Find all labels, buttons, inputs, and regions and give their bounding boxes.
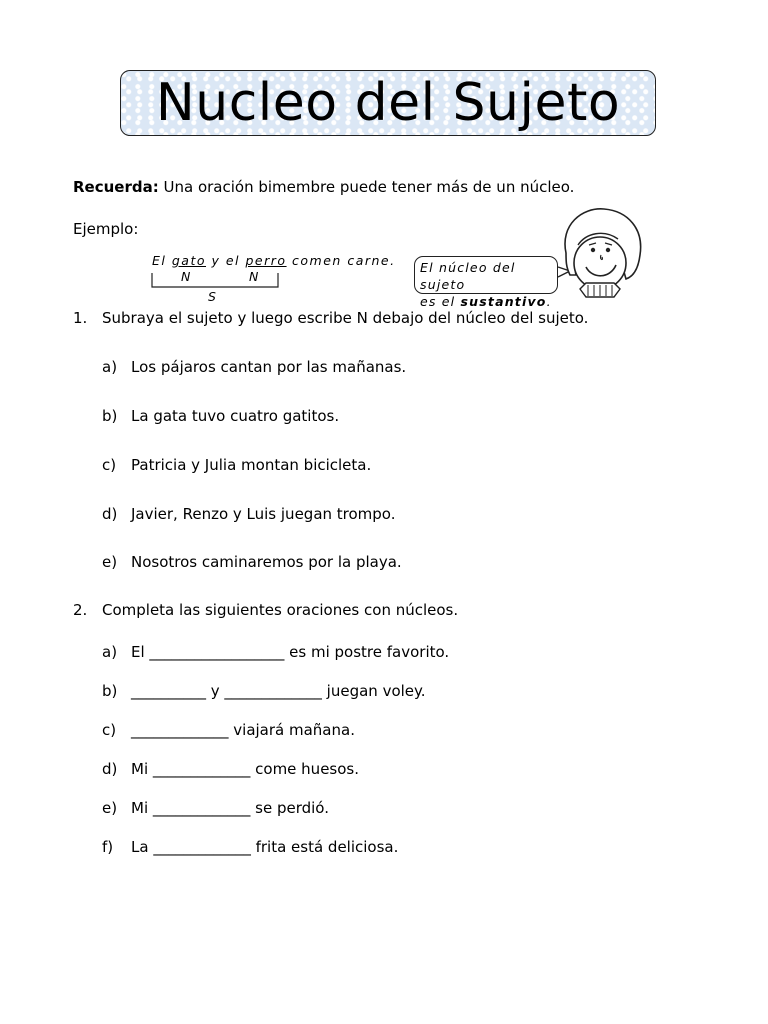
bubble-period: . (546, 294, 552, 309)
cartoon-face-icon (552, 205, 648, 301)
nucleus-mark-2: N (249, 269, 259, 284)
q1-item-text: Javier, Renzo y Luis juegan trompo. (131, 505, 396, 523)
example-noun-2: perro (245, 253, 287, 268)
title-box (120, 70, 656, 136)
bubble-bold-word: sustantivo (460, 294, 547, 309)
q2-item-text: La _____________ frita está deliciosa. (131, 838, 399, 856)
q1-item-text: Nosotros caminaremos por la playa. (131, 553, 402, 571)
q2-item-label: c) (102, 721, 117, 739)
q1-item-label: e) (102, 553, 118, 571)
example-sentence (152, 253, 396, 268)
page-title: Nucleo del Sujeto (155, 73, 621, 133)
q2-number: 2. (73, 601, 88, 619)
q1-item-label: d) (102, 505, 118, 523)
recuerda-label: Recuerda: (73, 178, 159, 196)
bubble-line-2 (420, 293, 557, 310)
ejemplo-label: Ejemplo: (73, 220, 139, 238)
example-text-3: comen carne. (286, 253, 396, 268)
q1-number: 1. (73, 309, 88, 327)
example-noun-1: gato (171, 253, 207, 268)
q2-item-text: Mi _____________ se perdió. (131, 799, 329, 817)
q2-item-label: e) (102, 799, 118, 817)
subject-bracket (150, 270, 282, 292)
q1-item-text: Los pájaros cantan por las mañanas. (131, 358, 407, 376)
nucleus-mark-1: N (181, 269, 191, 284)
example-text-2: y el (206, 253, 246, 268)
speech-bubble (414, 256, 558, 309)
recuerda-text: Una oración bimembre puede tener más de un núcleo. (158, 178, 575, 196)
q2-item-text: Mi _____________ come huesos. (131, 760, 359, 778)
q1-item-label: a) (102, 358, 118, 376)
q2-item-text: _____________ viajará mañana. (131, 721, 355, 739)
q2-item-label: b) (102, 682, 118, 700)
q2-item-label: f) (102, 838, 114, 856)
recuerda-line (73, 178, 574, 196)
q1-item-text: Patricia y Julia montan bicicleta. (131, 456, 372, 474)
q1-item-label: c) (102, 456, 117, 474)
subject-mark: S (208, 289, 216, 304)
q1-item-text: La gata tuvo cuatro gatitos. (131, 407, 340, 425)
bubble-text: es el (420, 294, 461, 309)
q2-item-label: a) (102, 643, 118, 661)
q2-item-label: d) (102, 760, 118, 778)
example-text-1: El (152, 253, 172, 268)
q1-item-label: b) (102, 407, 118, 425)
bubble-line-1: El núcleo del sujeto (420, 260, 516, 292)
q2-item-text: El __________________ es mi postre favorito. (131, 643, 450, 661)
q2-item-text: __________ y _____________ juegan voley. (131, 682, 426, 700)
q2-instruction: Completa las siguientes oraciones con núcleos. (102, 601, 459, 619)
q1-instruction: Subraya el sujeto y luego escribe N debajo del núcleo del sujeto. (102, 309, 589, 327)
